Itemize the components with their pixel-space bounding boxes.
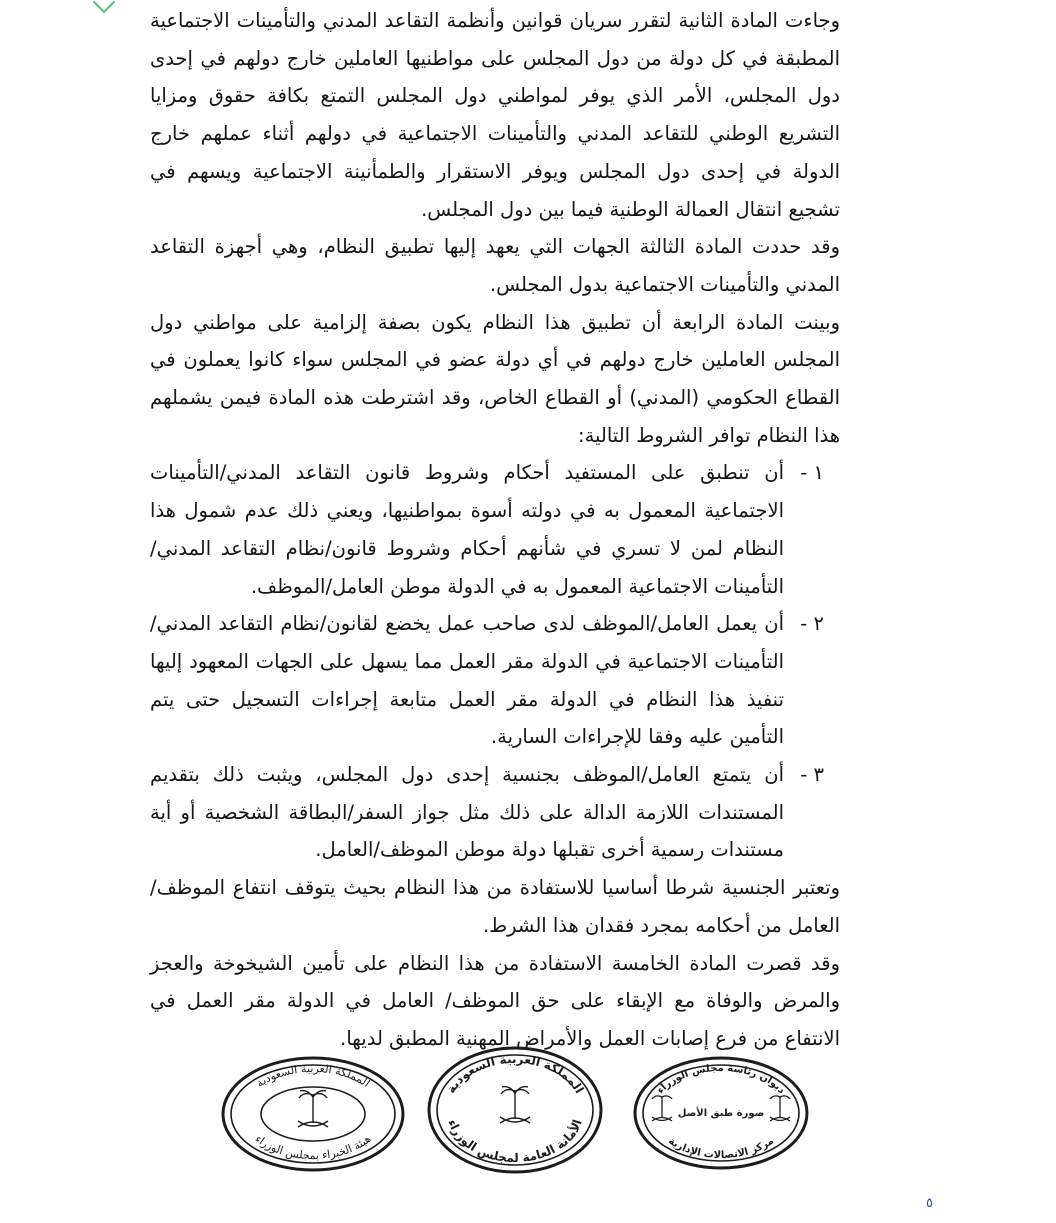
paragraph-article-four: وبينت المادة الرابعة أن تطبيق هذا النظام يكون بصفة إلزامية على مواطني دول المجلس العاملين خارج دولهم في أي دولة عضو في المجلس سواء كانوا يعملون في القطاع الحكومي (المدني) أو القطاع الخاص، وقد اشترطت هذه المادة فيمن يشملهم هذا النظام توافر الشروط التالية: [150, 310, 840, 447]
condition-item [150, 454, 840, 605]
condition-number: ٣ - [800, 763, 824, 787]
svg-text:المملكة العربية السعودية [254, 1062, 373, 1090]
palm-swords-emblem-icon [500, 1087, 530, 1123]
stamp-right-top-text: ديوان رئاسة مجلس الوزراء [655, 1062, 787, 1097]
condition-number: ١ - [800, 461, 824, 485]
condition-item [150, 605, 840, 756]
condition-text: أن يعمل العامل/الموظف لدى صاحب عمل يخضع لقانون/نظام التقاعد المدني/التأمينات الاجتماعية في الدولة مقر العمل مما يسهل على الجهات المعهود إليها تنفيذ هذا النظام في الدولة مقر العمل متابعة إجراءات التسجيل حتى يتم التأمين عليه وفقا للإجراءات السارية. [150, 612, 784, 749]
paragraph-article-five: وقد قصرت المادة الخامسة الاستفادة من هذا النظام على تأمين الشيخوخة والعجز والمرض والوفاة مع الإبقاء على حق الموظف/ العامل في الدولة مقر العمل في الانتفاع من فرع إصابات العمل والأمراض المهنية المطبق لديها. [150, 951, 840, 1050]
condition-text: أن تنطبق على المستفيد أحكام وشروط قانون التقاعد المدني/التأمينات الاجتماعية المعمول به في دولته أسوة بمواطنيها، ويعني ذلك عدم شمول هذا النظام لمن لا تسري في شأنهم أحكام وشروط قانون/نظام التقاعد المدني/التأمينات الاجتماعية المعمول به في الدولة موطن العامل/الموظف. [150, 461, 784, 598]
condition-item [150, 756, 840, 869]
document-body [150, 2, 840, 1058]
condition-number: ٢ - [800, 612, 824, 636]
stamp-seal-graphic [632, 1055, 810, 1171]
official-stamps [220, 1051, 840, 1175]
svg-text:مركز الاتصالات الإدارية [666, 1136, 776, 1162]
stamp-left-top-text: المملكة العربية السعودية [253, 1061, 373, 1090]
paragraph-article-three: وقد حددت المادة الثالثة الجهات التي يعهد إليها تطبيق النظام، وهي أجهزة التقاعد المدني والتأمينات الاجتماعية بدول المجلس. [150, 235, 840, 296]
stamp-center-bottom-text: الأمانة العامة لمجلس الوزراء [445, 1117, 585, 1166]
paragraph-article-two: وجاءت المادة الثانية لتقرر سريان قوانين وأنظمة التقاعد المدني والتأمينات الاجتماعية المطبقة في كل دولة من دول المجلس على مواطنيها العاملين خارج دولهم في إحدى دول المجلس، الأمر الذي يوفر لمواطني دول المجلس التمتع بكافة حقوق ومزايا التشريع الوطني للتقاعد المدني والتأمينات الاجتماعية في دولهم أثناء عملهم خارج الدولة في إحدى دول المجلس ويوفر الاستقرار والطمأنينة الاجتماعية ويسهم في تشجيع انتقال العمالة الوطنية فيما بين دول المجلس. [150, 9, 840, 221]
stamp-seal-graphic [220, 1055, 406, 1173]
page-number: ٥ [926, 1196, 933, 1211]
stamp-administrative-communications [632, 1055, 810, 1171]
stamp-experts-commission [220, 1055, 406, 1173]
condition-text: أن يتمتع العامل/الموظف بجنسية إحدى دول المجلس، ويثبت ذلك بتقديم المستندات اللازمة الدالة على ذلك مثل جواز السفر/البطاقة الشخصية أو أية مستندات رسمية أخرى تقبلها دولة موطن الموظف/العامل. [150, 763, 784, 862]
paragraph-nationality: وتعتبر الجنسية شرطا أساسيا للاستفادة من هذا النظام بحيث يتوقف انتفاع الموظف/العامل من أحكامه بمجرد فقدان هذا الشرط. [150, 876, 840, 937]
corner-check-mark [93, 0, 116, 13]
stamp-left-bottom-text: هيئة الخبراء بمجلس الوزراء [252, 1132, 374, 1162]
stamp-seal-graphic [425, 1045, 605, 1175]
stamp-center-top-text: المملكة العربية السعودية [443, 1051, 587, 1096]
stamp-right-bottom-text: مركز الاتصالات الإدارية [666, 1135, 776, 1162]
stamp-general-secretariat [425, 1045, 605, 1175]
svg-text:هيئة الخبراء بمجلس الوزراء [253, 1132, 374, 1162]
palm-swords-emblem-icon [298, 1091, 328, 1127]
stamp-right-middle-text: صورة طبق الأصل [677, 1108, 765, 1119]
svg-text:الأمانة العامة لمجلس الوزراء [445, 1118, 585, 1165]
